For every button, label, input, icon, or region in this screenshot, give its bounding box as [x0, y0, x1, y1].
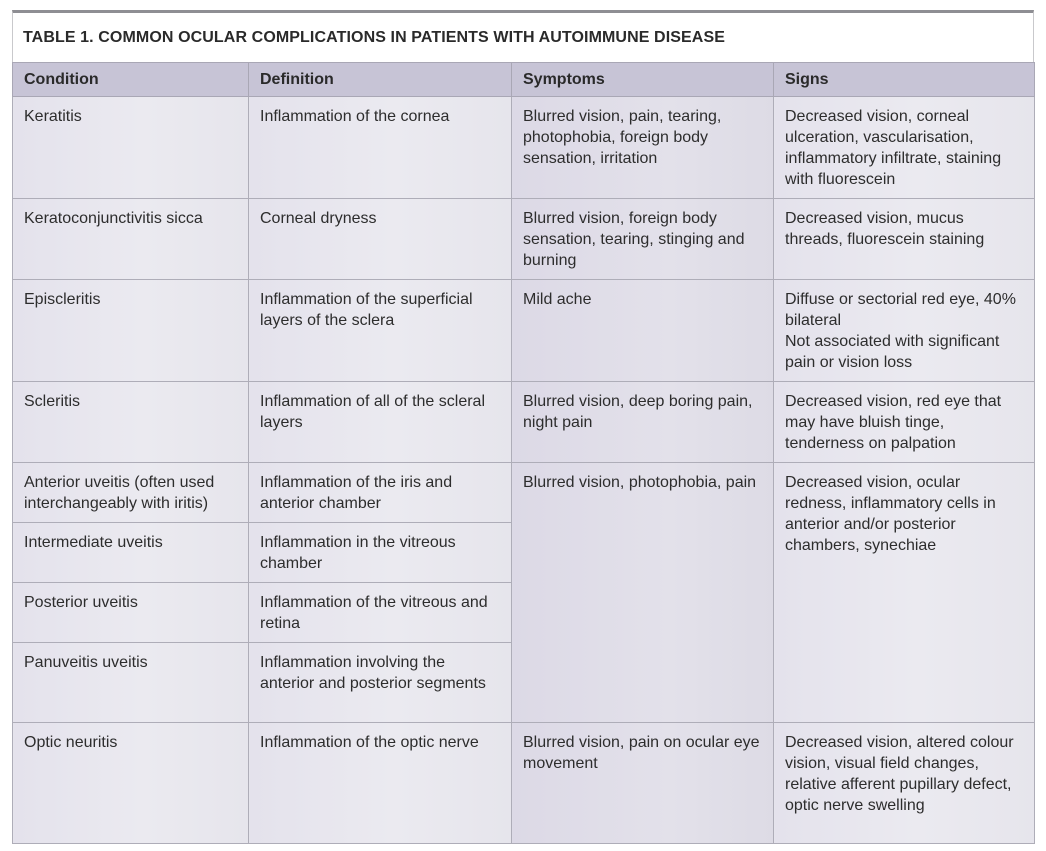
- header-signs: Signs: [774, 63, 1035, 97]
- cell-condition: Optic neuritis: [13, 723, 249, 844]
- table-title: TABLE 1. COMMON OCULAR COMPLICATIONS IN PATIENTS WITH AUTOIMMUNE DISEASE: [23, 29, 726, 46]
- cell-symptoms: Blurred vision, pain on ocular eye movement: [512, 723, 774, 844]
- cell-signs: [774, 280, 1035, 382]
- table-row: [13, 199, 1035, 280]
- cell-definition: Inflammation involving the anterior and posterior segments: [249, 643, 512, 723]
- cell-definition: Inflammation of the optic nerve: [249, 723, 512, 844]
- cell-symptoms: Blurred vision, deep boring pain, night pain: [512, 382, 774, 463]
- cell-signs: Decreased vision, altered colour vision, visual field changes, relative afferent pupillary defect, optic nerve swelling: [774, 723, 1035, 844]
- table-row: [13, 382, 1035, 463]
- signs-main: Diffuse or sectorial red eye, 40% bilateral: [785, 291, 1016, 329]
- cell-definition: Inflammation of the cornea: [249, 97, 512, 199]
- cell-definition: Inflammation of the superficial layers of the sclera: [249, 280, 512, 382]
- table-row: [13, 97, 1035, 199]
- cell-condition: Panuveitis uveitis: [13, 643, 249, 723]
- ocular-complications-table: [12, 62, 1035, 844]
- table-row: [13, 280, 1035, 382]
- cell-symptoms: Blurred vision, pain, tearing, photophobia, foreign body sensation, irritation: [512, 97, 774, 199]
- cell-condition: Keratoconjunctivitis sicca: [13, 199, 249, 280]
- cell-symptoms-uveitis: Blurred vision, photophobia, pain: [512, 463, 774, 723]
- cell-definition: Inflammation of all of the scleral layers: [249, 382, 512, 463]
- header-symptoms: Symptoms: [512, 63, 774, 97]
- cell-condition: Keratitis: [13, 97, 249, 199]
- cell-signs: Decreased vision, red eye that may have bluish tinge, tenderness on palpation: [774, 382, 1035, 463]
- signs-note: Not associated with significant pain or vision loss: [785, 333, 1000, 371]
- table-row: [13, 463, 1035, 523]
- cell-condition: Intermediate uveitis: [13, 523, 249, 583]
- cell-condition: Episcleritis: [13, 280, 249, 382]
- cell-definition: Inflammation of the vitreous and retina: [249, 583, 512, 643]
- cell-condition: Posterior uveitis: [13, 583, 249, 643]
- cell-signs-uveitis: Decreased vision, ocular redness, inflammatory cells in anterior and/or posterior chambers, synechiae: [774, 463, 1035, 723]
- cell-signs: Decreased vision, corneal ulceration, vascularisation, inflammatory infiltrate, staining with fluorescein: [774, 97, 1035, 199]
- cell-condition: Scleritis: [13, 382, 249, 463]
- header-definition: Definition: [249, 63, 512, 97]
- header-condition: Condition: [13, 63, 249, 97]
- cell-definition: Inflammation in the vitreous chamber: [249, 523, 512, 583]
- table-figure: [12, 10, 1034, 814]
- cell-condition: Anterior uveitis (often used interchangeably with iritis): [13, 463, 249, 523]
- cell-symptoms: Blurred vision, foreign body sensation, tearing, stinging and burning: [512, 199, 774, 280]
- header-row: [13, 63, 1035, 97]
- cell-definition: Corneal dryness: [249, 199, 512, 280]
- cell-symptoms: Mild ache: [512, 280, 774, 382]
- cell-definition: Inflammation of the iris and anterior chamber: [249, 463, 512, 523]
- cell-signs: Decreased vision, mucus threads, fluorescein staining: [774, 199, 1035, 280]
- table-row: [13, 723, 1035, 844]
